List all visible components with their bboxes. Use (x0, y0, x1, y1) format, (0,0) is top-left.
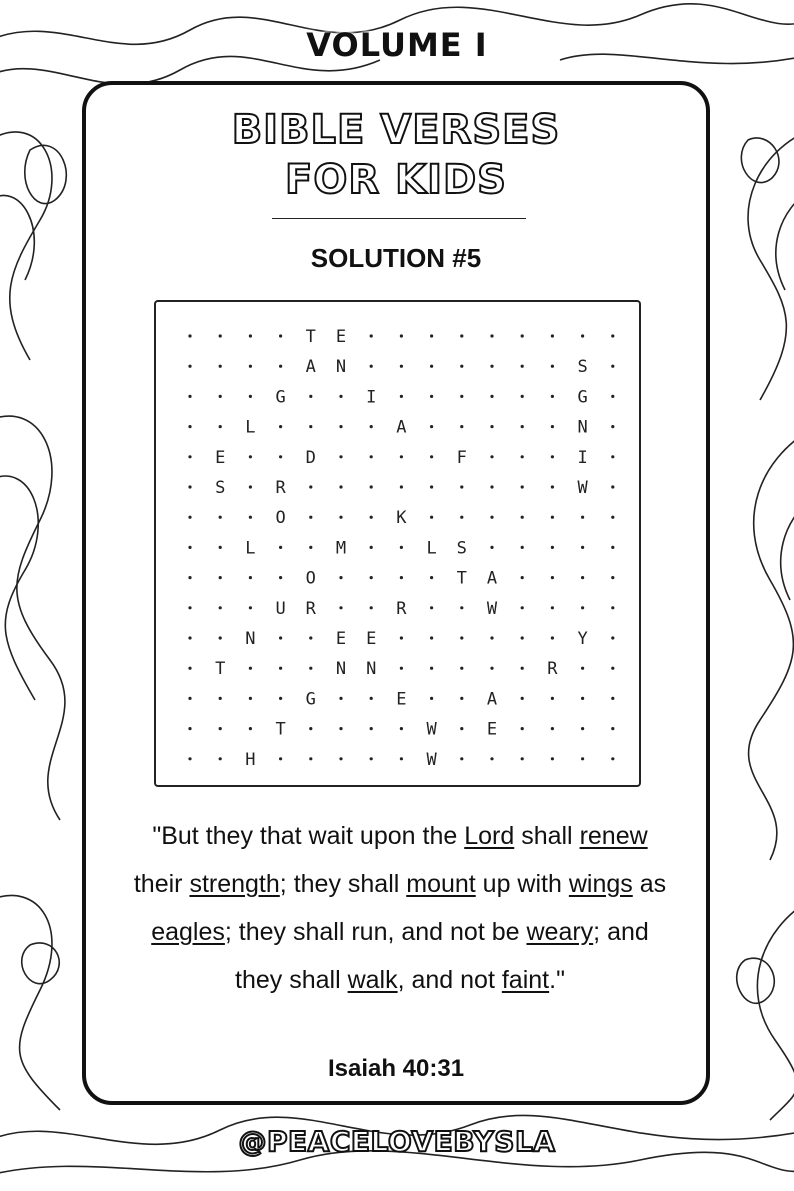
verse-text: as (632, 870, 667, 898)
grid-dot (370, 425, 373, 428)
grid-dot (551, 516, 554, 519)
grid-dot (490, 516, 493, 519)
grid-dot (309, 546, 312, 549)
grid-dot (551, 395, 554, 398)
grid-dot (370, 606, 373, 609)
grid-dot (460, 485, 463, 488)
grid-dot (490, 334, 493, 337)
grid-dot (339, 757, 342, 760)
grid-dot (219, 636, 222, 639)
grid-dot (611, 395, 614, 398)
grid-dot (249, 576, 252, 579)
grid-dot (490, 636, 493, 639)
grid-dot (521, 455, 524, 458)
grid-letter: N (335, 357, 347, 378)
grid-dot (460, 757, 463, 760)
grid-dot (551, 697, 554, 700)
grid-dot (279, 667, 282, 670)
verse-answer-word: faint (501, 966, 550, 994)
grid-dot (188, 667, 191, 670)
grid-letter: T (456, 568, 467, 589)
grid-dot (279, 425, 282, 428)
grid-dot (551, 334, 554, 337)
grid-dot (279, 636, 282, 639)
grid-letter: D (305, 447, 316, 468)
grid-dot (581, 667, 584, 670)
grid-letter: K (396, 508, 407, 529)
grid-dot (521, 636, 524, 639)
grid-dot (188, 395, 191, 398)
grid-dot (219, 365, 222, 368)
grid-letter: L (426, 538, 437, 559)
grid-dot (370, 485, 373, 488)
grid-dot (249, 667, 252, 670)
grid-dot (339, 606, 342, 609)
grid-letter: W (577, 478, 588, 498)
grid-dot (430, 485, 433, 488)
grid-dot (219, 546, 222, 549)
grid-dot (400, 727, 403, 730)
grid-letter: N (245, 629, 256, 649)
verse-answer-word: renew (579, 822, 648, 850)
grid-dot (249, 485, 252, 488)
grid-dot (460, 667, 463, 670)
grid-dot (551, 606, 554, 609)
volume-label: VOLUME I (306, 26, 488, 64)
verse-text: "But they that wait upon the (152, 822, 465, 850)
grid-dot (309, 485, 312, 488)
grid-dot (370, 757, 373, 760)
grid-dot (219, 334, 222, 337)
grid-dot (551, 485, 554, 488)
grid-letter: R (275, 478, 286, 498)
grid-dot (249, 606, 252, 609)
grid-dot (490, 365, 493, 368)
grid-dot (430, 697, 433, 700)
grid-letter: F (456, 447, 467, 468)
grid-dot (400, 576, 403, 579)
grid-dot (611, 425, 614, 428)
grid-dot (611, 455, 614, 458)
grid-dot (611, 606, 614, 609)
grid-dot (611, 667, 614, 670)
grid-dot (490, 485, 493, 488)
grid-dot (430, 365, 433, 368)
grid-dot (309, 516, 312, 519)
title-divider (272, 218, 526, 219)
grid-dot (188, 334, 191, 337)
grid-dot (188, 727, 191, 730)
grid-letter: L (245, 417, 256, 438)
grid-letter: G (577, 387, 588, 408)
grid-dot (521, 546, 524, 549)
grid-dot (370, 546, 373, 549)
grid-dot (188, 606, 191, 609)
grid-dot (521, 485, 524, 488)
grid-letter: E (215, 447, 226, 468)
word-search-grid (154, 300, 641, 787)
grid-letter: S (215, 478, 226, 498)
grid-dot (400, 546, 403, 549)
grid-dot (581, 516, 584, 519)
verse-text: ; they shall run, and not be (224, 918, 527, 946)
grid-dot (551, 576, 554, 579)
grid-dot (188, 546, 191, 549)
grid-dot (521, 334, 524, 337)
grid-dot (370, 334, 373, 337)
grid-dot (460, 697, 463, 700)
grid-dot (611, 636, 614, 639)
grid-dot (521, 365, 524, 368)
grid-dot (339, 516, 342, 519)
grid-dot (611, 546, 614, 549)
verse-answer-word: eagles (151, 918, 225, 946)
grid-letter: O (305, 568, 316, 589)
verse-answer-word: Lord (464, 822, 515, 850)
grid-dot (490, 395, 493, 398)
author-handle: @PEACELOVEBYSLA (238, 1125, 556, 1158)
grid-dot (219, 697, 222, 700)
grid-dot (279, 757, 282, 760)
grid-letter: H (245, 749, 256, 770)
grid-dot (219, 757, 222, 760)
grid-dot (521, 395, 524, 398)
grid-letter: E (335, 327, 347, 347)
grid-dot (339, 727, 342, 730)
grid-dot (219, 395, 222, 398)
grid-dot (581, 757, 584, 760)
verse-text: , and not (397, 966, 502, 994)
grid-dot (490, 546, 493, 549)
grid-letter: O (275, 508, 286, 529)
grid-dot (188, 455, 191, 458)
grid-dot (521, 697, 524, 700)
grid-dot (339, 425, 342, 428)
grid-dot (460, 606, 463, 609)
grid-dot (611, 365, 614, 368)
grid-dot (219, 606, 222, 609)
bible-verse (126, 812, 674, 1004)
grid-letter: E (335, 629, 347, 649)
grid-letter: I (366, 387, 377, 408)
grid-letter: W (426, 719, 437, 740)
grid-dot (370, 455, 373, 458)
grid-letter: R (547, 659, 558, 680)
grid-dot (521, 425, 524, 428)
grid-letter: G (305, 689, 316, 710)
grid-dot (370, 576, 373, 579)
verse-text: shall (514, 822, 580, 850)
grid-dot (490, 757, 493, 760)
grid-dot (430, 455, 433, 458)
grid-dot (611, 576, 614, 579)
solution-heading: SOLUTION #5 (310, 243, 482, 273)
verse-text: ; and they shall (235, 918, 649, 994)
verse-answer-word: wings (568, 870, 633, 898)
grid-dot (400, 395, 403, 398)
grid-dot (581, 697, 584, 700)
grid-dot (521, 757, 524, 760)
grid-dot (309, 757, 312, 760)
grid-dot (400, 365, 403, 368)
grid-dot (249, 395, 252, 398)
grid-dot (551, 425, 554, 428)
grid-dot (581, 334, 584, 337)
verse-answer-word: mount (406, 870, 476, 898)
grid-dot (400, 334, 403, 337)
grid-dot (611, 697, 614, 700)
grid-letter: N (577, 417, 588, 438)
grid-dot (521, 516, 524, 519)
grid-dot (339, 697, 342, 700)
grid-dot (188, 757, 191, 760)
grid-dot (309, 727, 312, 730)
grid-dot (581, 576, 584, 579)
verse-answer-word: strength (189, 870, 280, 898)
grid-dot (611, 485, 614, 488)
grid-dot (521, 576, 524, 579)
grid-dot (370, 365, 373, 368)
grid-dot (611, 334, 614, 337)
verse-text: their (133, 870, 190, 898)
grid-dot (219, 425, 222, 428)
grid-letter: A (486, 689, 498, 710)
grid-letter: U (275, 598, 286, 619)
grid-dot (581, 727, 584, 730)
grid-dot (551, 455, 554, 458)
grid-dot (430, 516, 433, 519)
grid-letter: W (486, 598, 498, 619)
grid-letter: E (366, 629, 377, 649)
grid-dot (370, 727, 373, 730)
grid-dot (551, 727, 554, 730)
grid-letter: E (486, 719, 498, 740)
grid-dot (430, 395, 433, 398)
grid-dot (460, 395, 463, 398)
grid-letter: A (486, 568, 498, 589)
verse-answer-word: walk (347, 966, 398, 994)
grid-letter: N (366, 659, 377, 680)
grid-dot (188, 425, 191, 428)
grid-dot (219, 576, 222, 579)
grid-dot (551, 546, 554, 549)
grid-dot (279, 334, 282, 337)
grid-dot (430, 334, 433, 337)
grid-dot (249, 516, 252, 519)
verse-text: ." (549, 966, 565, 994)
grid-letter: T (275, 719, 286, 740)
grid-dot (400, 757, 403, 760)
grid-dot (249, 455, 252, 458)
grid-dot (339, 455, 342, 458)
grid-letter: M (335, 538, 347, 559)
grid-dot (309, 395, 312, 398)
grid-dot (249, 365, 252, 368)
grid-letter: L (245, 538, 256, 559)
grid-dot (309, 636, 312, 639)
grid-dot (279, 576, 282, 579)
grid-letter: R (396, 598, 407, 619)
grid-dot (339, 485, 342, 488)
grid-dot (611, 516, 614, 519)
grid-dot (490, 425, 493, 428)
grid-dot (370, 516, 373, 519)
grid-dot (339, 576, 342, 579)
grid-dot (400, 485, 403, 488)
grid-dot (521, 667, 524, 670)
grid-dot (551, 757, 554, 760)
verse-text: ; they shall (279, 870, 407, 898)
grid-dot (430, 667, 433, 670)
grid-dot (430, 425, 433, 428)
puzzle-card (82, 81, 710, 1105)
grid-dot (279, 455, 282, 458)
grid-letter: T (215, 659, 226, 680)
grid-dot (188, 697, 191, 700)
grid-dot (430, 606, 433, 609)
grid-dot (551, 636, 554, 639)
grid-dot (490, 667, 493, 670)
grid-dot (430, 636, 433, 639)
grid-dot (430, 576, 433, 579)
book-title-line-1: BIBLE VERSES (231, 107, 561, 153)
grid-dot (581, 606, 584, 609)
verse-reference: Isaiah 40:31 (327, 1055, 465, 1082)
grid-letter: E (396, 689, 407, 710)
grid-dot (460, 516, 463, 519)
verse-answer-word: weary (526, 918, 594, 946)
grid-dot (581, 546, 584, 549)
grid-dot (188, 636, 191, 639)
grid-dot (279, 697, 282, 700)
grid-dot (249, 697, 252, 700)
grid-dot (400, 636, 403, 639)
grid-dot (400, 455, 403, 458)
grid-dot (460, 334, 463, 337)
grid-letter: N (335, 659, 347, 680)
grid-dot (490, 455, 493, 458)
grid-letter: S (577, 357, 588, 378)
book-title-line-2: FOR KIDS (285, 157, 507, 203)
grid-dot (460, 365, 463, 368)
grid-dot (249, 727, 252, 730)
grid-letter: W (426, 749, 437, 770)
grid-letter: S (456, 538, 467, 559)
verse-text: up with (475, 870, 569, 898)
grid-dot (460, 727, 463, 730)
grid-dot (551, 365, 554, 368)
grid-letter: G (275, 387, 286, 408)
grid-dot (188, 576, 191, 579)
grid-dot (309, 667, 312, 670)
grid-dot (309, 425, 312, 428)
grid-dot (249, 334, 252, 337)
grid-dot (219, 516, 222, 519)
grid-dot (611, 727, 614, 730)
grid-letter: T (305, 327, 316, 347)
grid-dot (279, 365, 282, 368)
grid-dot (400, 667, 403, 670)
grid-dot (188, 485, 191, 488)
grid-dot (521, 727, 524, 730)
grid-dot (279, 546, 282, 549)
grid-dot (219, 727, 222, 730)
grid-letter: R (305, 598, 316, 619)
grid-letter: A (396, 417, 407, 438)
grid-dot (460, 636, 463, 639)
grid-letter: Y (577, 629, 588, 649)
grid-dot (611, 757, 614, 760)
grid-dot (188, 365, 191, 368)
grid-dot (188, 516, 191, 519)
word-search-letters (156, 302, 639, 785)
grid-dot (370, 697, 373, 700)
grid-dot (460, 425, 463, 428)
grid-dot (521, 606, 524, 609)
grid-letter: I (577, 447, 588, 468)
grid-letter: A (305, 357, 316, 378)
grid-dot (339, 395, 342, 398)
